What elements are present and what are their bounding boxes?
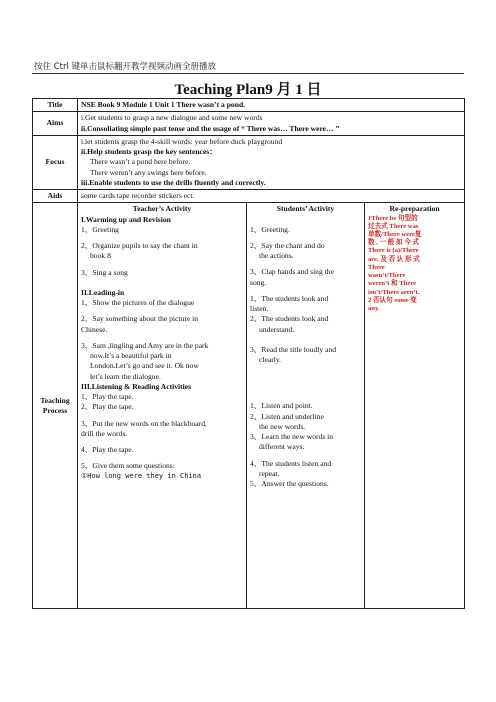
focus-line: i.let students grasp the 4-skill words: year before duck playground bbox=[81, 136, 283, 146]
student-step: 4、The students listen and bbox=[250, 458, 332, 468]
section-heading: II.Leading-in bbox=[81, 287, 125, 297]
re-preparation-note: any. bbox=[368, 305, 380, 313]
label-title: Title bbox=[33, 99, 78, 112]
student-step: listen. bbox=[250, 304, 269, 313]
section-heading: I.Warming up and Revision bbox=[81, 214, 171, 224]
aims-line: i.Get students to grasp a new dialogue and some new words bbox=[81, 113, 263, 123]
student-step: 3、Learn the new words in bbox=[250, 432, 334, 441]
students-activity-cell bbox=[247, 203, 365, 609]
teacher-step: 2、Organize pupils to say the chant in bbox=[81, 241, 198, 250]
aids-value: some cards tape recorder stickers ect. bbox=[78, 190, 465, 203]
teacher-step: drill the words. bbox=[81, 428, 128, 438]
re-preparation-note: 数 , 一 般 如 今 式 bbox=[368, 239, 420, 247]
teacher-step: ①How long were they in China bbox=[81, 471, 202, 480]
student-step: 1、Greeting. bbox=[250, 224, 290, 234]
row-process bbox=[33, 203, 465, 609]
row-title bbox=[33, 99, 465, 112]
student-step: different ways. bbox=[259, 442, 305, 452]
student-step: 1、Listen and point. bbox=[250, 401, 313, 411]
student-step: 2、Say the chant and do bbox=[250, 240, 325, 250]
process-label-line: Teaching bbox=[40, 395, 70, 405]
student-step: 5、Answer the questions. bbox=[250, 479, 329, 488]
teacher-step: 2、Say something about the picture in bbox=[81, 314, 199, 324]
teacher-step: let’s learn the dialogue. bbox=[90, 371, 161, 381]
student-step: 3、Clap hands and sing the bbox=[250, 267, 334, 277]
re-preparation-note: wasn’t/There bbox=[368, 272, 406, 280]
process-label-line: Process bbox=[42, 405, 68, 415]
student-step: the new words. bbox=[259, 421, 306, 431]
page-title: Teaching Plan9 月 1 日 bbox=[174, 82, 322, 98]
teacher-step: 3、Put the new words on the blackboard, bbox=[81, 418, 207, 428]
title-value: NSE Book 9 Module 1 Unit 1 There wasn’t a pond. bbox=[78, 99, 465, 112]
aims-line: ii.Consoliating simple past tense and the usage of “ There was… There were… ” bbox=[81, 123, 340, 133]
re-preparation-header: Re-preparation bbox=[389, 204, 440, 214]
re-preparation-note: There is (a)/There bbox=[368, 247, 419, 255]
focus-line: iii.Enable students to use the drills fluently and correctly. bbox=[81, 177, 266, 187]
student-step: 1、The students look and bbox=[250, 293, 329, 303]
student-step: 2、The students look and bbox=[250, 314, 329, 324]
teacher-step: 4、Play the tape. bbox=[81, 445, 134, 454]
section-heading: III.Listening & Reading Activities bbox=[81, 381, 192, 391]
teacher-step: 2、Play the tape. bbox=[81, 402, 134, 412]
label-focus: Focus bbox=[33, 135, 78, 189]
re-preparation-note: 1There be 句型的 bbox=[368, 214, 418, 222]
teacher-step: now.It’s a beautiful park in bbox=[90, 351, 172, 360]
re-preparation-note: weren’t 和 There bbox=[368, 280, 417, 288]
teacher-activity-header: Teacher’s Activity bbox=[132, 204, 192, 214]
teacher-step: 1、Greeting bbox=[81, 224, 119, 234]
lesson-plan-table bbox=[32, 98, 465, 609]
focus-value bbox=[78, 135, 465, 189]
row-aims bbox=[33, 112, 465, 136]
teacher-step: book 8 bbox=[90, 251, 111, 261]
teacher-step: 1、Play the tape. bbox=[81, 392, 134, 401]
re-preparation-note: 2 否认句 some 变 bbox=[368, 296, 417, 304]
teacher-step: 3、Sing a song bbox=[81, 267, 128, 277]
teacher-step: Chinese. bbox=[81, 324, 108, 334]
row-focus bbox=[33, 135, 465, 189]
re-preparation-note: 过去式 There was bbox=[368, 222, 419, 230]
student-step: the actions. bbox=[259, 251, 294, 260]
re-preparation-note: are, 及 否 认 形 式 bbox=[368, 255, 420, 263]
student-step: 3、Read the title loudly and bbox=[250, 344, 337, 354]
row-aids bbox=[33, 190, 465, 203]
student-step: clearly. bbox=[259, 355, 282, 364]
header-note: 按住 Ctrl 键单击鼠标翻开教学视频动画全册播放 bbox=[34, 62, 217, 72]
teacher-step: 1、Show the pictures of the dialogue bbox=[81, 298, 195, 307]
student-step: understand. bbox=[259, 324, 295, 334]
focus-line: There weren’t any swings here before. bbox=[90, 167, 207, 177]
re-preparation-note: isn’t/There aren’t. bbox=[368, 288, 420, 296]
re-preparation-note: There bbox=[368, 263, 385, 271]
label-process bbox=[33, 203, 78, 609]
teacher-step: London.Let’s go and see it. Ok now bbox=[90, 361, 199, 371]
student-step: 2、Listen and underline bbox=[250, 411, 324, 421]
focus-line: There wasn’t a pond here before. bbox=[90, 157, 191, 167]
teacher-activity-cell bbox=[78, 203, 247, 609]
label-aims: Aims bbox=[33, 112, 78, 136]
label-aids: Aids bbox=[33, 190, 78, 203]
focus-line: ii.Help students grasp the key sentences： bbox=[81, 147, 217, 156]
re-preparation-cell bbox=[365, 203, 465, 609]
student-step: repeat. bbox=[259, 468, 280, 478]
teacher-step: 3、Sam ,lingling and Amy are in the park bbox=[81, 340, 209, 350]
teacher-step: 5、Give them some questions: bbox=[81, 461, 175, 471]
aims-value bbox=[78, 112, 465, 136]
re-preparation-note: 单数/There were复 bbox=[368, 230, 422, 238]
students-activity-header: Students’ Activity bbox=[276, 204, 335, 214]
student-step: song. bbox=[250, 277, 267, 287]
header-divider bbox=[32, 73, 464, 74]
